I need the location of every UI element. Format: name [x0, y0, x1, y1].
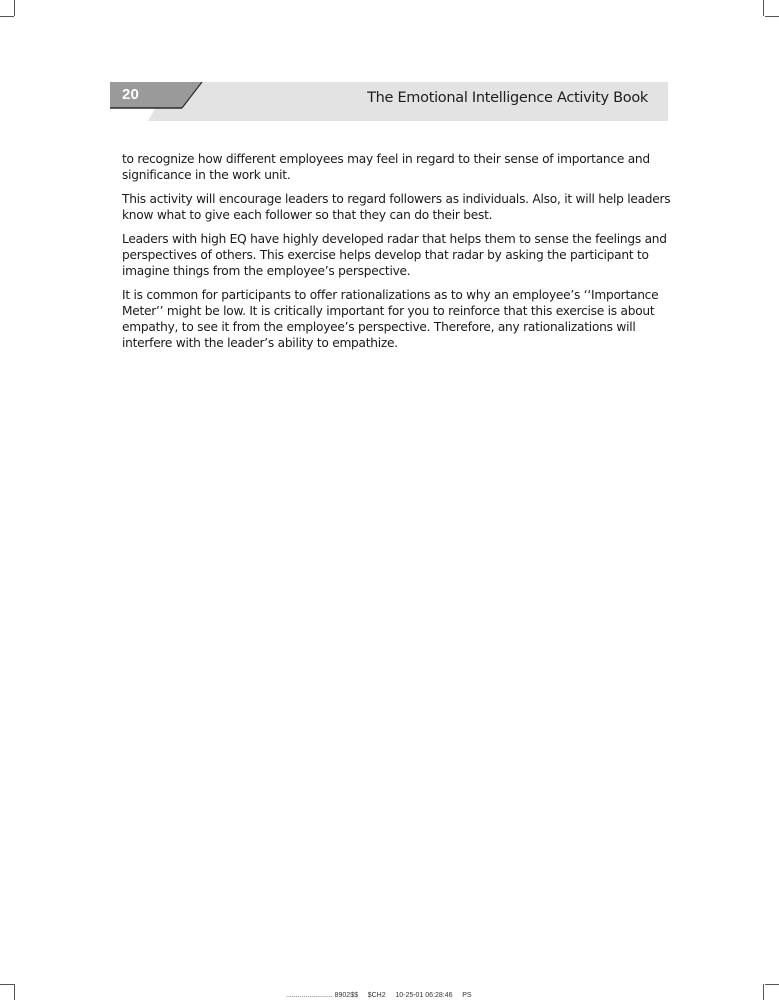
paragraph: This activity will encourage leaders to regard followers as individuals. Also, it will help leaders know what to give each follower so that they can do their best.: [122, 192, 671, 222]
running-head-title: The Emotional Intelligence Activity Book: [367, 90, 648, 106]
crop-mark-bottom-right-vertical: [763, 984, 764, 1000]
body-text: [122, 151, 672, 359]
paragraph: It is common for participants to offer rationalizations as to why an employee’s ‘‘Importance Meter’’ might be low. It is critically important for you to reinforce that this exercise is about empathy, to see it from the employee’s perspective. Therefore, any rationalizations will interfere with the leader’s ability to empathize.: [122, 288, 659, 350]
crop-mark-top-left-vertical: [14, 0, 15, 16]
paragraph: Leaders with high EQ have highly developed radar that helps them to sense the feelings and perspectives of others. This exercise helps develop that radar by asking the participant to imagine things from the employee’s perspective.: [122, 232, 667, 278]
crop-mark-bottom-left-vertical: [14, 984, 15, 1000]
crop-mark-top-left-horizontal: [0, 16, 14, 17]
crop-mark-top-right-horizontal: [765, 16, 779, 17]
crop-mark-top-right-vertical: [763, 0, 764, 16]
printer-slug: ........................ 8902$$ $CH2 10-25-01 06:28:46 PS: [286, 992, 472, 999]
page-number: 20: [122, 86, 140, 103]
paragraph: to recognize how different employees may feel in regard to their sense of importance and significance in the work unit.: [122, 152, 650, 182]
crop-mark-bottom-right-horizontal: [765, 984, 779, 985]
crop-mark-bottom-left-horizontal: [0, 984, 14, 985]
